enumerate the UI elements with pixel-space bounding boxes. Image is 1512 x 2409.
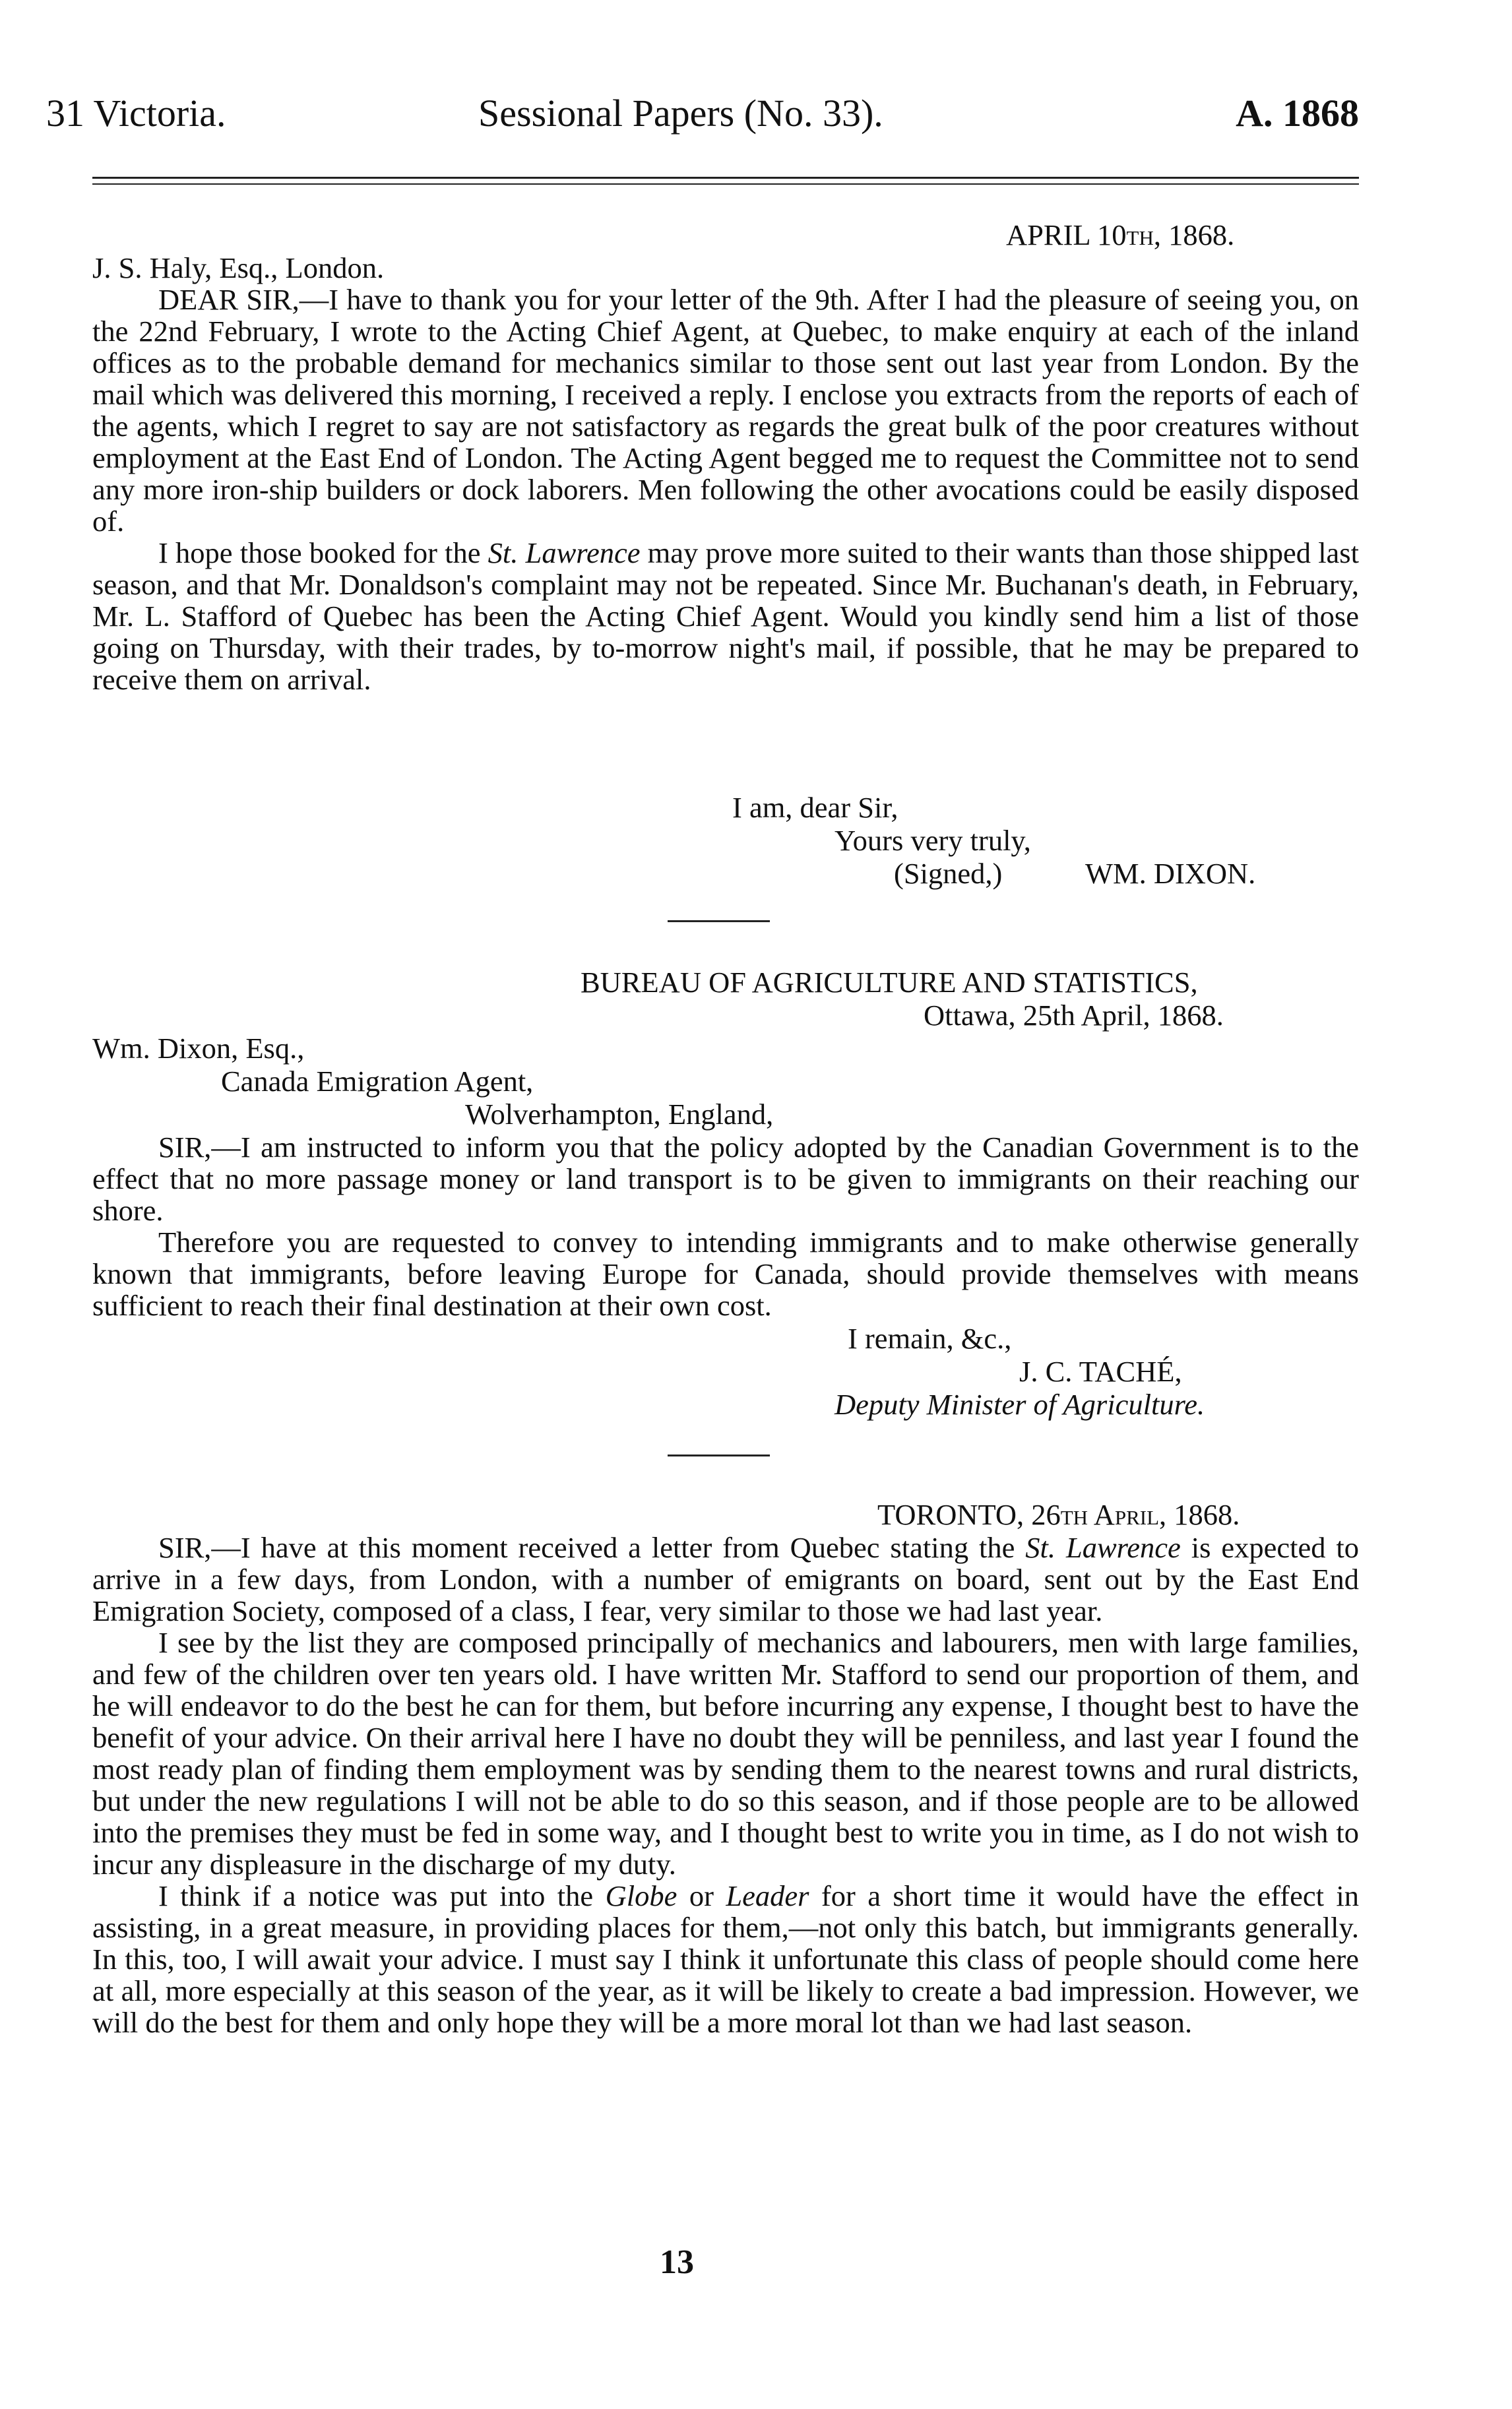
text-run: I think if a notice was put into the [158, 1879, 606, 1912]
letter2-office: BUREAU OF AGRICULTURE AND STATISTICS, [581, 966, 1198, 999]
letter2-paragraph: Therefore you are requested to convey to intending immigrants and to make otherwise generally known that immigrants, before leaving Europe for Canada, should provide themselves with means sufficient to reach their final destination at their own cost. [92, 1226, 1359, 1322]
letter3-date: TORONTO, 26th April, 1868. [877, 1498, 1240, 1531]
text-run: for a short time it would have the effect in assisting, in a great measure, in providing places for them,—not only this batch, but immigrants generally. In this, too, I will await your advice. I must say I think it unfortunate this class of people should come here at all, more especially at this season of the year, as it will be likely to create a bad impression. However, we will do the best for them and only hope they will be a more moral lot than we had last season. [92, 1879, 1360, 2039]
letter2-paragraph: SIR,—I am instructed to inform you that the policy adopted by the Canadian Government is to the effect that no more passage money or land transport is to be given to immigrants on their reaching our shore. [92, 1131, 1359, 1227]
letter1-paragraph: DEAR SIR,—I have to thank you for your letter of the 9th. After I had the pleasure of seeing you, on the 22nd February, I wrote to the Acting Chief Agent, at Quebec, to make enquiry at each of the inland offices as to the probable demand for mechanics similar to those sent out last year from London. By the mail which was delivered this morning, I received a reply. I enclose you extracts from the reports of each of the agents, which I regret to say are not satisfactory as regards the great bulk of the poor creatures without employment at the East End of London. The Acting Agent begged me to request the Committee not to send any more iron-ship builders or dock laborers. Men following the other avocations could be easily disposed of. [92, 283, 1359, 538]
header-rule-thin [92, 183, 1359, 185]
newspaper-name: Leader [726, 1879, 809, 1912]
header-rule [92, 177, 1359, 179]
text-run: or [677, 1879, 726, 1912]
letter3-body [92, 1532, 1359, 2038]
letter1-date: APRIL 10th, 1868. [1006, 218, 1235, 251]
letter1-addressee: J. S. Haly, Esq., London. [92, 251, 385, 284]
letter1-closing: I am, dear Sir, [732, 791, 898, 824]
section-divider [668, 920, 770, 922]
letter2-body [92, 1131, 1359, 1321]
letter2-address: Wolverhampton, England, [465, 1098, 774, 1131]
letter1-closing: Yours very truly, [835, 824, 1031, 857]
ship-name: St. Lawrence [488, 536, 641, 569]
letter1-paragraph [92, 537, 1359, 695]
text-run: SIR,—I have at this moment received a letter from Quebec stating the [158, 1531, 1026, 1564]
letter2-date: Ottawa, 25th April, 1868. [924, 999, 1224, 1032]
letter3-paragraph: I see by the list they are composed principally of mechanics and labourers, men with large families, and few of the children over ten years old. I have written Mr. Stafford to send our proportion of them, and he will endeavor to do the best he can for them, but before incurring any expense, I thought best to have the benefit of your advice. On their arrival here I have no doubt they will be penniless, and last year I found the most ready plan of finding them employment was by sending them to the nearest towns and rural districts, but under the new regulations I will not be able to do so this season, and if those people are to be allowed into the premises they must be fed in some way, and I thought best to write you in time, as I do not wish to incur any displeasure in the discharge of my duty. [92, 1626, 1359, 1881]
letter2-closing: I remain, &c., [848, 1322, 1012, 1355]
newspaper-name: Globe [605, 1879, 677, 1912]
letter2-address: Wm. Dixon, Esq., [92, 1032, 305, 1065]
letter3-paragraph [92, 1880, 1359, 2038]
letter2-signer-title [835, 1389, 1205, 1420]
text-run: may prove more suited to their wants than those shipped last season, and that Mr. Donaldson's complaint may not be repeated. Since Mr. Buchanan's death, in February, Mr. L. Stafford of Quebec has been the Acting Chief Agent. Would you kindly send him a list of those going on Thursday, with their trades, by to-morrow night's mail, if possible, that he may be prepared to receive them on arrival. [92, 536, 1359, 696]
text-run: I hope those booked for the [158, 536, 488, 569]
header-session: 31 Victoria. [46, 92, 226, 135]
ship-name: St. Lawrence [1025, 1531, 1181, 1564]
letter2-signer: J. C. TACHÉ, [1019, 1355, 1182, 1388]
letter1-signer: WM. DIXON. [1085, 857, 1256, 890]
letter1-body [92, 284, 1359, 695]
letter1-signed: (Signed,) [894, 857, 1003, 890]
text-run: is expected to arrive in a few days, from London, with a number of emigrants on board, sent out by the East End Emigration Society, composed of a class, I fear, very similar to those we had last year. [92, 1531, 1359, 1627]
signer-title: Deputy Minister of Agriculture. [835, 1388, 1205, 1421]
page-number: 13 [660, 2243, 694, 2281]
section-divider [668, 1455, 770, 1456]
letter3-paragraph [92, 1532, 1359, 1627]
header-title: Sessional Papers (No. 33). [478, 92, 883, 135]
page-header [46, 91, 1359, 144]
header-year: A. 1868 [1236, 92, 1359, 135]
letter2-address: Canada Emigration Agent, [221, 1065, 534, 1098]
